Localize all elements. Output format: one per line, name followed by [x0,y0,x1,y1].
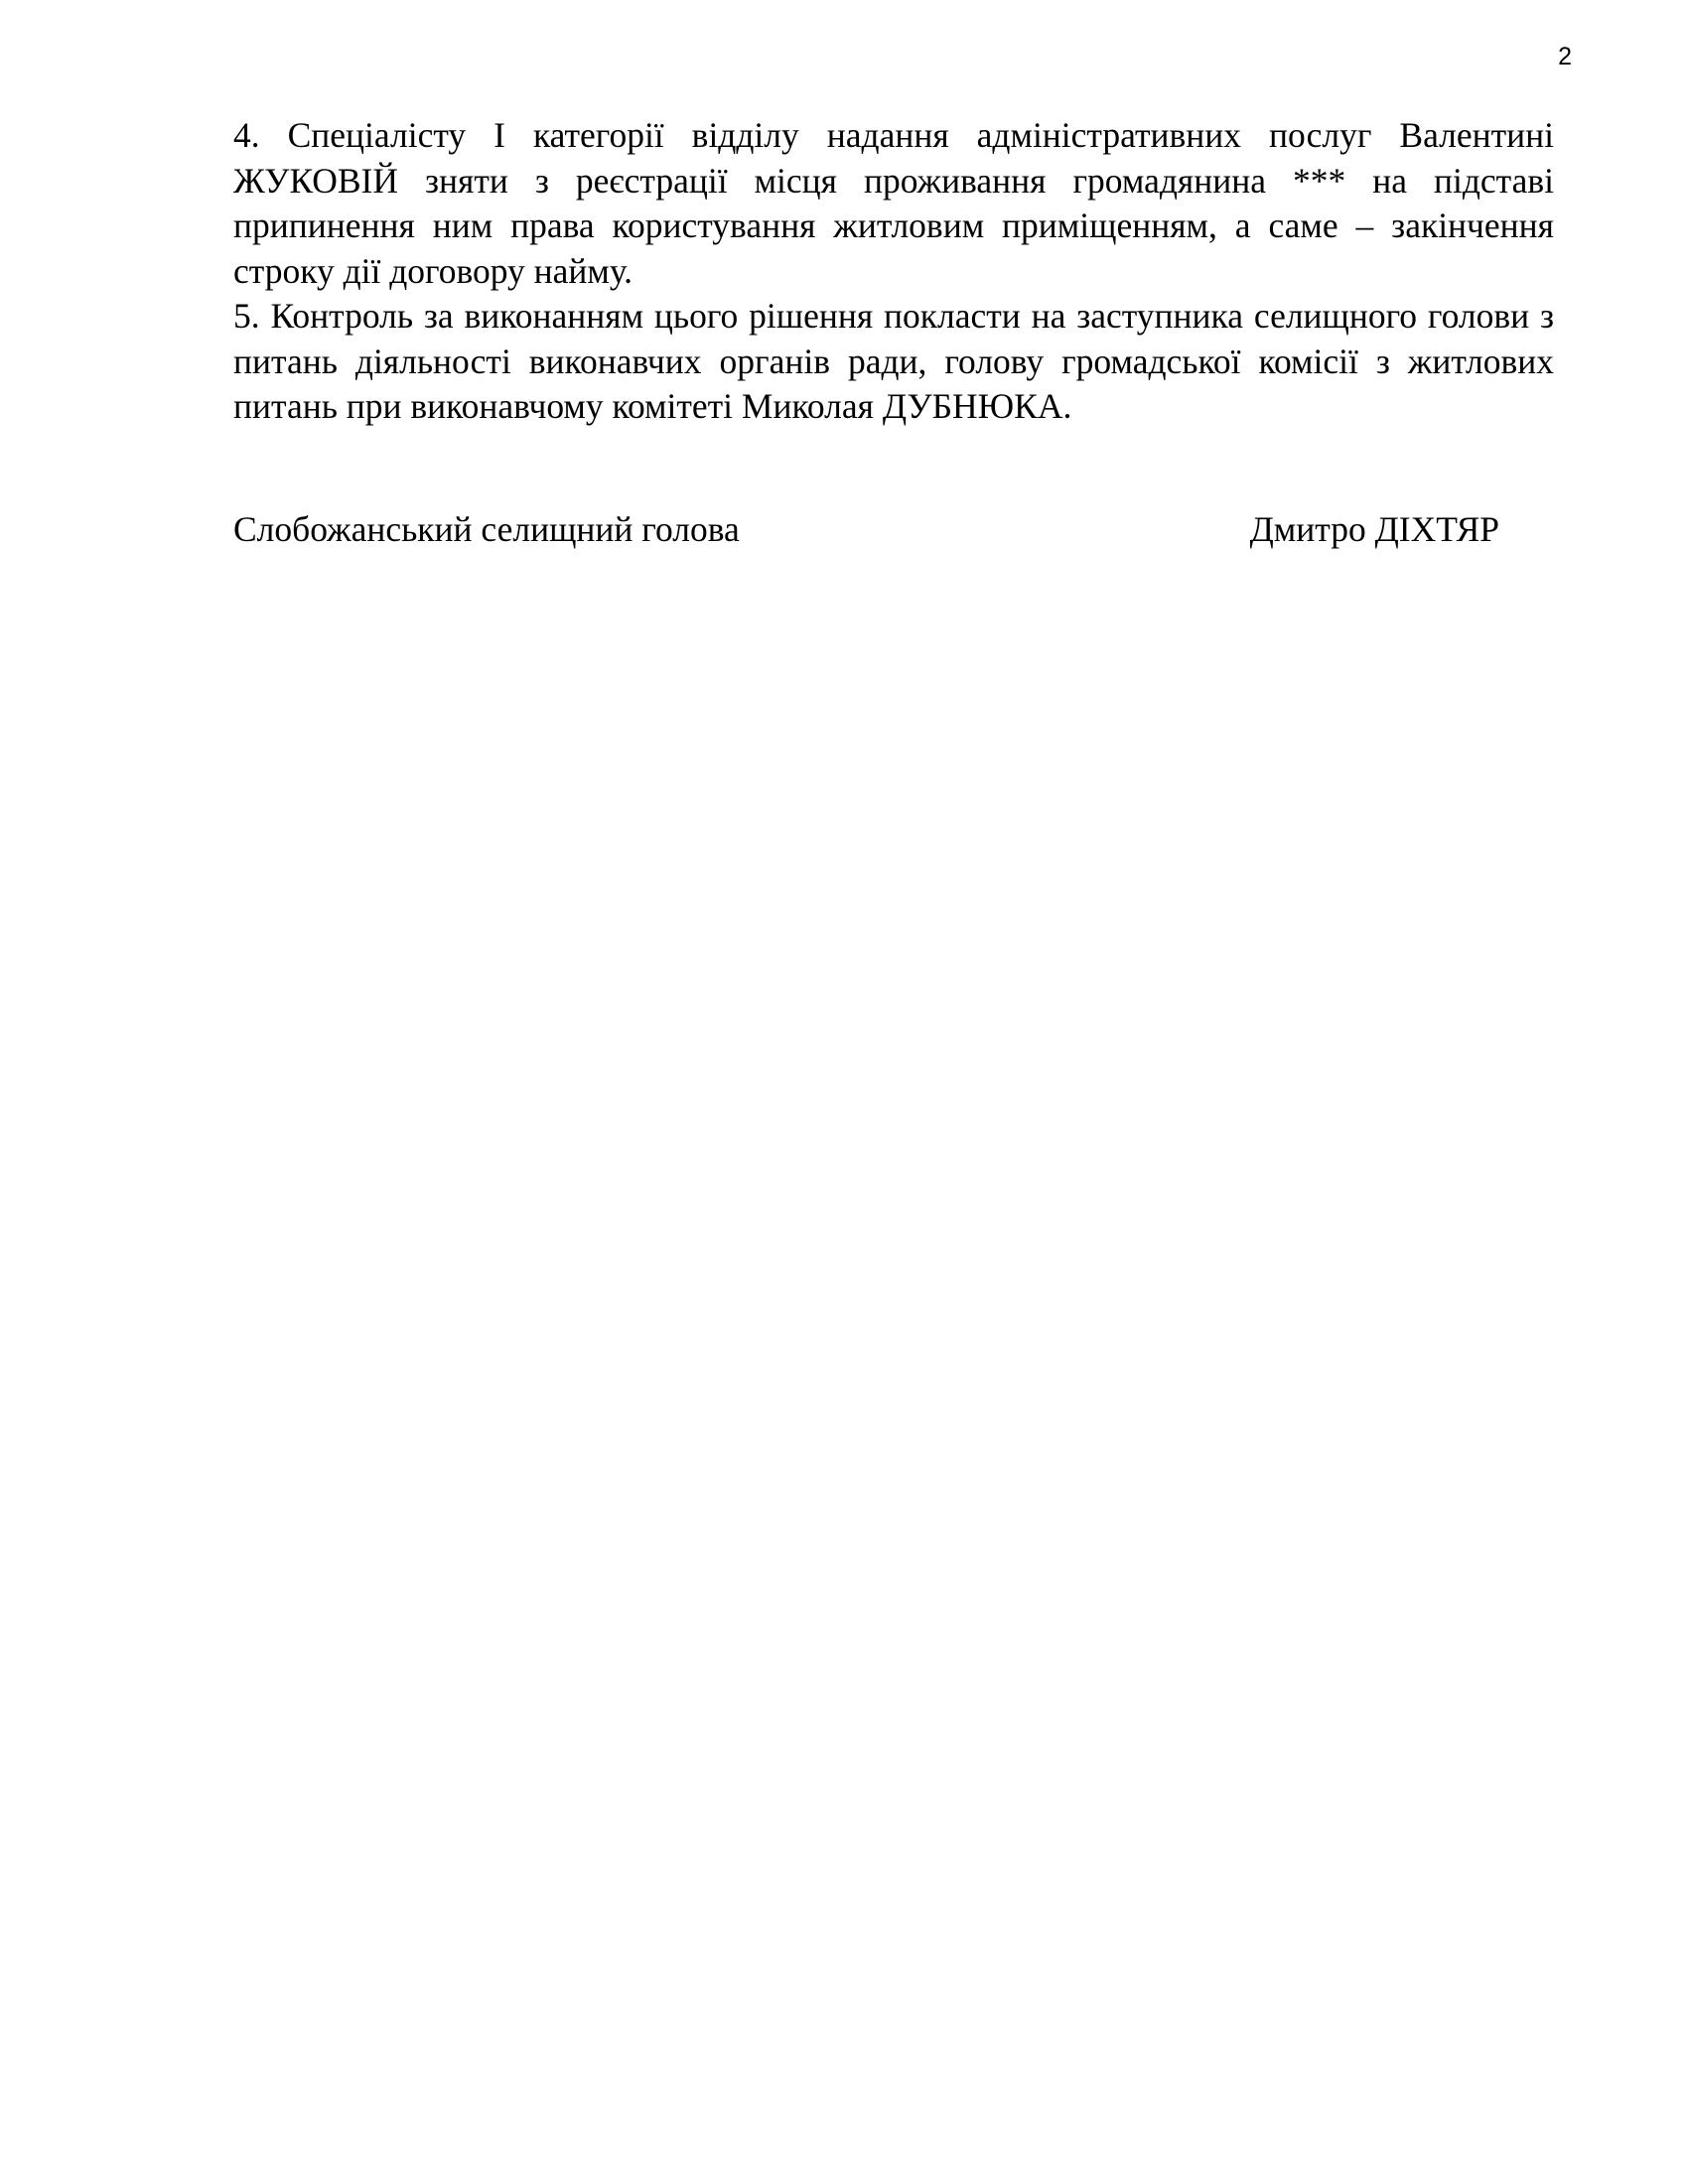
paragraph-item-4: 4. Спеціалісту І категорії відділу надання адміністративних послуг Валентині ЖУКОВІЙ зняти з реєстрації місця проживання громадянина *** на підставі припинення ним права користування житловим приміщенням, а саме – закінчення строку дії договору найму. [233,115,1554,291]
signature-block [233,506,1499,552]
signatory-position: Слобожанський селищний голова [233,509,740,549]
page-number: 2 [1558,43,1572,70]
paragraph-item-5: 5. Контроль за виконанням цього рішення покласти на заступника селищного голови з питань діяльності виконавчих органів ради, голову громадської комісії з житлових питань при виконавчому комітеті Миколая ДУБНЮКА. [233,296,1554,426]
signatory-name: Дмитро ДІХТЯР [1249,509,1499,549]
document-body [233,113,1554,430]
